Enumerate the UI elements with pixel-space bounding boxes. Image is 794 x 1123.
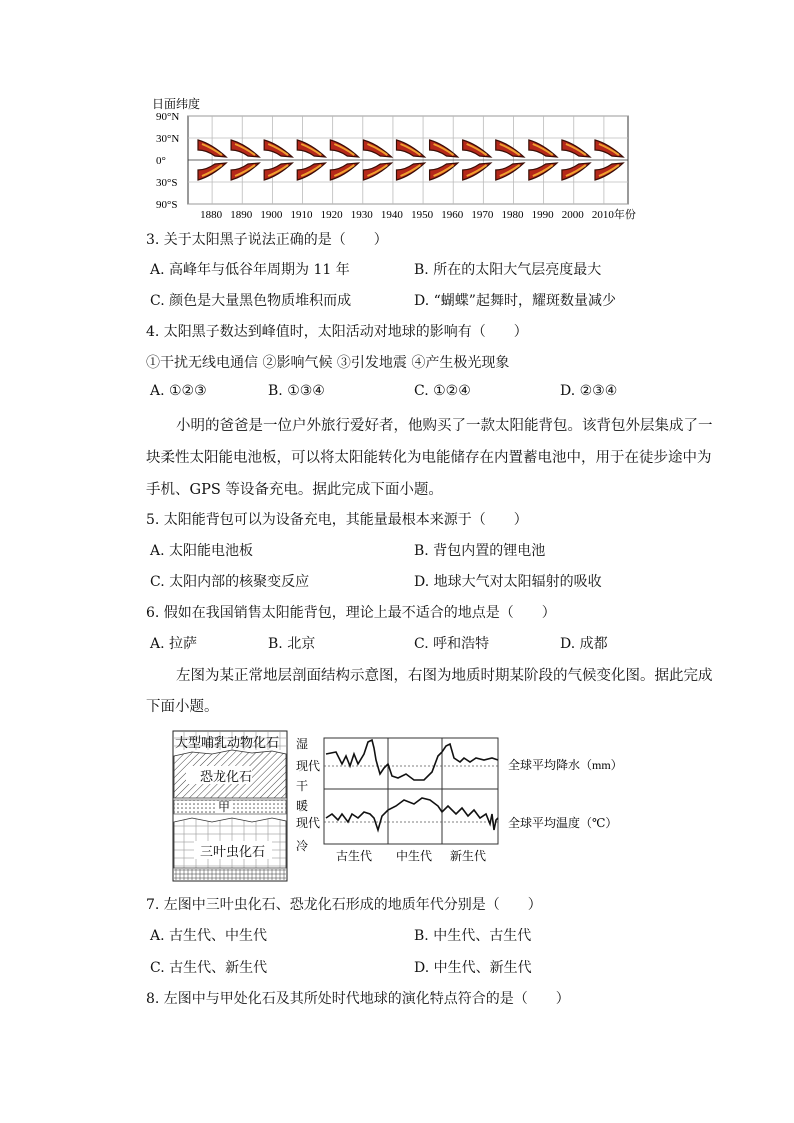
era-mesozoic: 中生代: [396, 849, 433, 863]
strata-layer-dinosaur: 恐龙化石: [200, 769, 253, 784]
climate-svg: [292, 734, 632, 868]
x-tick-labels: [200, 207, 636, 221]
x-tick-label: 1950: [411, 209, 434, 221]
temperature-curve: [326, 798, 498, 830]
climate-frame: [324, 738, 498, 844]
strata-layer-jia: 甲: [218, 800, 231, 814]
q4-option-b[interactable]: B. ①③④: [268, 383, 325, 399]
passage2-line1: 左图为某正常地层剖面结构示意图，右图为地质时期某阶段的气候变化图。据此完成: [176, 668, 713, 684]
y-tick-labels: [156, 111, 179, 211]
latitude-axis-title: 日面纬度: [152, 97, 201, 111]
passage1-line3: 手机、GPS 等设备充电。据此完成下面小题。: [146, 482, 443, 498]
q4-stem: 4. 太阳黑子数达到峰值时，太阳活动对地球的影响有（ ）: [146, 324, 528, 340]
q5-option-b[interactable]: B. 背包内置的锂电池: [414, 543, 546, 559]
butterfly-diagram-svg: [150, 94, 640, 224]
q7-option-b[interactable]: B. 中生代、古生代: [414, 928, 532, 944]
y-tick-label: 0°: [156, 155, 166, 167]
q6-option-b[interactable]: B. 北京: [268, 636, 316, 652]
precipitation-curve: [326, 740, 498, 780]
y-tick-label: 90°N: [156, 111, 180, 123]
q6-option-a[interactable]: A. 拉萨: [150, 636, 198, 652]
strata-svg: [172, 730, 288, 882]
strata-layer-trilobite: 三叶虫化石: [200, 844, 266, 859]
x-tick-label: 1970: [471, 209, 494, 221]
q5-option-a[interactable]: A. 太阳能电池板: [150, 543, 254, 559]
y-tick-label: 30°S: [156, 177, 178, 189]
x-tick-label: 1960: [441, 209, 464, 221]
q5-option-d[interactable]: D. 地球大气对太阳辐射的吸收: [414, 574, 602, 590]
x-tick-label: 1990: [531, 209, 554, 221]
x-tick-label: 1910: [290, 209, 313, 221]
x-tick-label: 2010年份: [591, 209, 636, 221]
q6-option-c[interactable]: C. 呼和浩特: [414, 636, 490, 652]
q3-option-a[interactable]: A. 高峰年与低谷年周期为 11 年: [150, 262, 350, 278]
x-tick-label: 1900: [260, 209, 283, 221]
butterfly-diagram-figure: [150, 94, 640, 224]
label-cold: 冷: [296, 839, 309, 853]
q3-option-d[interactable]: D. “蝴蝶”起舞时，耀斑数量减少: [414, 293, 616, 309]
x-tick-label: 2000: [561, 209, 584, 221]
q4-option-a[interactable]: A. ①②③: [150, 383, 207, 399]
series-precipitation-label: 全球平均降水（mm）: [508, 758, 623, 772]
q7-stem: 7. 左图中三叶虫化石、恐龙化石形成的地质年代分别是（ ）: [146, 897, 542, 913]
strata-layer-mammal: 大型哺乳动物化石: [175, 735, 280, 750]
y-tick-label: 30°N: [156, 133, 180, 145]
q5-option-c[interactable]: C. 太阳内部的核聚变反应: [150, 574, 310, 590]
q3-option-c[interactable]: C. 颜色是大量黑色物质堆积而成: [150, 293, 352, 309]
q7-option-a[interactable]: A. 古生代、中生代: [150, 928, 268, 944]
q6-stem: 6. 假如在我国销售太阳能背包，理论上最不适合的地点是（ ）: [146, 605, 556, 621]
y-tick-label: 90°S: [156, 199, 178, 211]
x-tick-label: 1890: [230, 209, 253, 221]
q7-option-d[interactable]: D. 中生代、新生代: [414, 960, 532, 976]
series-temperature-label: 全球平均温度（℃）: [508, 816, 618, 830]
q6-option-d[interactable]: D. 成都: [560, 636, 608, 652]
q8-stem: 8. 左图中与甲处化石及其所处时代地球的演化特点符合的是（ ）: [146, 991, 570, 1007]
era-paleozoic: 古生代: [336, 849, 373, 863]
grid-lines: [188, 116, 628, 204]
label-modern-bottom: 现代: [296, 816, 321, 830]
x-tick-label: 1980: [501, 209, 524, 221]
q4-option-c[interactable]: C. ①②④: [414, 383, 471, 399]
q3-stem: 3. 关于太阳黑子说法正确的是（ ）: [146, 232, 388, 248]
x-tick-label: 1930: [350, 209, 373, 221]
label-modern-top: 现代: [296, 759, 321, 773]
passage1-line1: 小明的爸爸是一位户外旅行爱好者，他购买了一款太阳能背包。该背包外层集成了一: [176, 418, 713, 434]
q5-stem: 5. 太阳能背包可以为设备充电，其能量最根本来源于（ ）: [146, 512, 528, 528]
label-wet: 湿: [296, 737, 309, 751]
era-cenozoic: 新生代: [450, 849, 487, 863]
x-tick-label: 1920: [320, 209, 343, 221]
q4-items: ①干扰无线电通信 ②影响气候 ③引发地震 ④产生极光现象: [146, 355, 510, 371]
x-tick-label: 1940: [380, 209, 403, 221]
climate-figure: [292, 734, 632, 868]
q4-option-d[interactable]: D. ②③④: [560, 383, 618, 399]
passage1-line2: 块柔性太阳能电池板，可以将太阳能转化为电能储存在内置蓄电池中，用于在徒步途中为: [146, 450, 712, 466]
x-tick-label: 1880: [200, 209, 223, 221]
passage2-line2: 下面小题。: [146, 699, 219, 715]
q7-option-c[interactable]: C. 古生代、新生代: [150, 960, 268, 976]
label-warm: 暖: [296, 799, 309, 813]
strata-figure: [172, 730, 288, 882]
q3-option-b[interactable]: B. 所在的太阳大气层亮度最大: [414, 262, 602, 278]
label-dry: 干: [296, 779, 309, 793]
